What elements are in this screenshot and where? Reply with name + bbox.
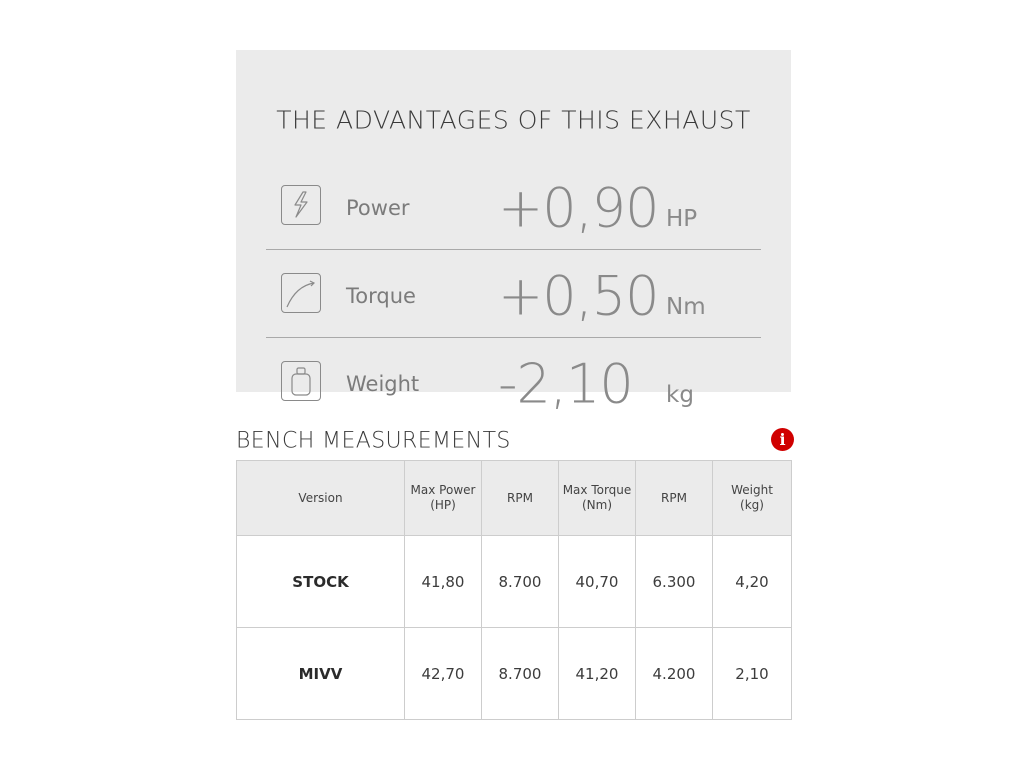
table-row [237, 628, 792, 720]
table-cell: 8.700 [482, 628, 559, 720]
lightning-icon [281, 185, 321, 225]
table-cell: 42,70 [405, 628, 482, 720]
column-header: Weight (kg) [713, 461, 792, 536]
advantage-unit: kg [666, 382, 694, 408]
column-header: RPM [482, 461, 559, 536]
column-header: Max Torque (Nm) [559, 461, 636, 536]
table-cell: 41,20 [559, 628, 636, 720]
weight-icon [281, 361, 321, 401]
advantage-value: -2,10 [498, 352, 633, 416]
table-cell: 8.700 [482, 536, 559, 628]
table-cell: 41,80 [405, 536, 482, 628]
bench-table [236, 460, 792, 720]
advantage-row-weight [266, 338, 761, 426]
table-cell: 2,10 [713, 628, 792, 720]
table-cell: 4.200 [636, 628, 713, 720]
info-icon[interactable]: i [771, 428, 794, 451]
advantage-unit: Nm [666, 294, 706, 320]
table-cell-version: MIVV [237, 628, 405, 720]
advantage-label: Torque [346, 284, 416, 308]
advantage-row-torque [266, 250, 761, 338]
column-header: RPM [636, 461, 713, 536]
torque-curve-icon [281, 273, 321, 313]
column-header: Max Power (HP) [405, 461, 482, 536]
advantage-row-power [266, 162, 761, 250]
table-row [237, 536, 792, 628]
advantages-title: THE ADVANTAGES OF THIS EXHAUST [276, 105, 751, 135]
advantage-value: +0,50 [498, 264, 659, 328]
bench-measurements-title: BENCH MEASUREMENTS [236, 428, 511, 454]
table-cell-version: STOCK [237, 536, 405, 628]
table-header-row [237, 461, 792, 536]
advantage-label: Weight [346, 372, 420, 396]
table-cell: 6.300 [636, 536, 713, 628]
advantages-panel [236, 50, 791, 416]
advantage-label: Power [346, 196, 410, 220]
advantage-value: +0,90 [498, 176, 659, 240]
table-cell: 40,70 [559, 536, 636, 628]
table-cell: 4,20 [713, 536, 792, 628]
column-header: Version [237, 461, 405, 536]
advantage-unit: HP [666, 206, 698, 232]
